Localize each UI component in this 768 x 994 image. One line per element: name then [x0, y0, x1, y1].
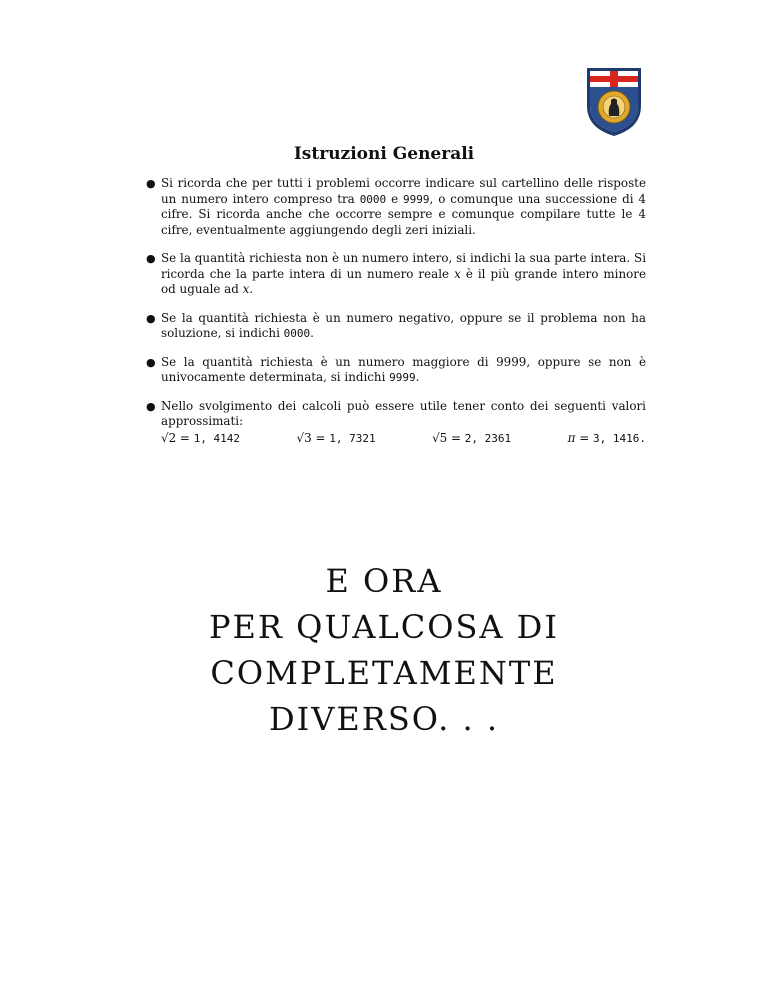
rule-text: Se la quantità richiesta non è un numero intero, si indichi la sua parte intera. Si ricorda che la parte intera di un numero reale	[161, 251, 646, 281]
approx-sqrt3: √3 = 1, 7321	[296, 430, 376, 445]
approx-sqrt2: √2 = 1, 4142	[161, 430, 241, 445]
list-item	[146, 251, 646, 298]
code-value: 9999	[403, 192, 430, 206]
approx-pi: π = 3, 1416.	[567, 430, 646, 445]
list-item	[146, 355, 646, 386]
big-line: E ORA	[325, 562, 443, 600]
rule-text: .	[249, 282, 254, 296]
math-variable: x	[242, 282, 250, 296]
approx-sqrt5: √5 = 2, 2361	[432, 430, 512, 445]
rule-text: Nello svolgimento dei calcoli può essere utile tener conto dei seguenti valori approssimati:	[161, 398, 646, 428]
math-variable: x	[454, 266, 461, 281]
code-value: 0000	[283, 327, 311, 340]
big-line: COMPLETAMENTE	[210, 654, 558, 692]
code-value: 0000	[359, 192, 387, 206]
big-line: PER QUALCOSA DI	[209, 608, 559, 646]
rule-text: Se la quantità richiesta è un numero negativo, oppure se il problema non ha soluzione, si indichi	[161, 310, 646, 340]
big-line: DIVERSO. . .	[269, 700, 499, 738]
list-item	[146, 399, 646, 447]
bullet-icon: ●	[146, 311, 156, 325]
rule-text: è il più grande intero minore od uguale ad	[161, 266, 646, 296]
rule-text: Se la quantità richiesta è un numero maggiore di 9999, oppure se non è univocamente determinata, si indichi	[161, 354, 646, 384]
instruction-list	[146, 176, 646, 459]
approximation-row	[161, 431, 646, 447]
rule-text: , o comunque una successione di 4 cifre. Si ricorda anche che occorre sempre e comunque compilare tutte le 4 cifre, eventualmente aggiungendo degli zeri iniziali.	[161, 191, 646, 237]
rule-text: e	[386, 191, 404, 206]
list-item	[146, 176, 646, 238]
bullet-icon: ●	[146, 355, 156, 369]
rule-text: .	[415, 370, 420, 384]
big-message	[0, 558, 768, 742]
list-item	[146, 311, 646, 342]
bullet-icon: ●	[146, 399, 156, 413]
bullet-icon: ●	[146, 177, 156, 190]
university-crest-icon	[584, 66, 644, 138]
rule-text: Si ricorda che per tutti i problemi occorre indicare sul cartellino delle risposte un numero intero compreso tra	[161, 176, 646, 206]
code-value: 9999	[389, 371, 416, 384]
bullet-icon: ●	[146, 252, 156, 265]
page-title: Istruzioni Generali	[293, 144, 475, 164]
rule-text: .	[310, 326, 314, 340]
